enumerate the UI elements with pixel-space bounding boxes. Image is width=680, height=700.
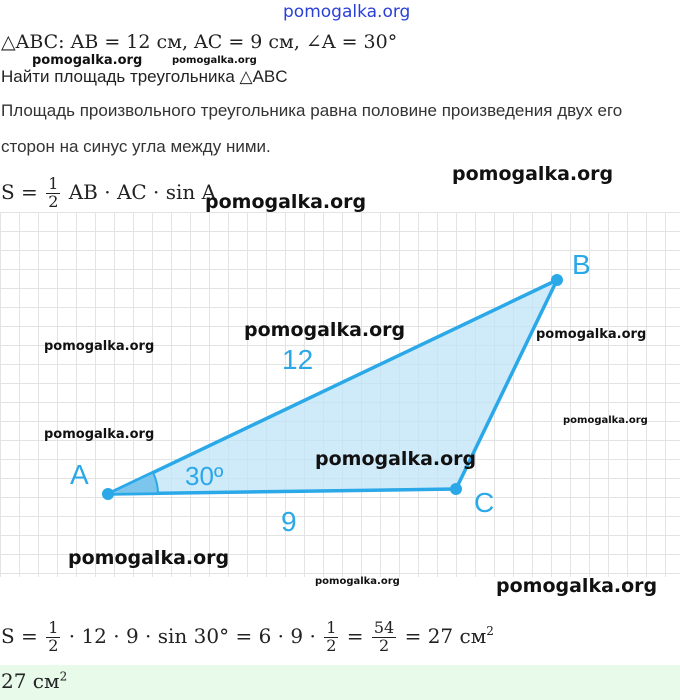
explanation-line-2: сторон на синус угла между ними. bbox=[1, 137, 271, 156]
calc-fraction-2-den: 2 bbox=[326, 635, 337, 655]
watermark: pomogalka.org bbox=[32, 53, 143, 68]
answer-box bbox=[0, 665, 680, 700]
answer-exponent: 2 bbox=[59, 669, 68, 684]
triangle-figure bbox=[0, 212, 680, 577]
vertex-b-label: B bbox=[572, 249, 591, 280]
calc-part-2: = bbox=[346, 623, 364, 648]
formula-lhs: S = bbox=[1, 179, 38, 204]
task-statement: Найти площадь треугольника △ABC bbox=[1, 67, 288, 86]
watermark: pomogalka.org bbox=[452, 163, 614, 185]
calc-exponent: 2 bbox=[486, 624, 494, 639]
side-ac-label: 9 bbox=[281, 506, 297, 537]
watermark: pomogalka.org bbox=[44, 339, 155, 354]
calc-fraction-3-num: 54 bbox=[373, 618, 395, 637]
watermark: pomogalka.org bbox=[44, 427, 155, 442]
watermark: pomogalka.org bbox=[315, 448, 477, 470]
calc-fraction-1-den: 2 bbox=[48, 635, 59, 655]
answer-value: 27 см bbox=[1, 669, 60, 693]
calc-fraction-2-num: 1 bbox=[326, 618, 337, 637]
vertex-a-dot bbox=[102, 488, 114, 500]
calc-part-1: · 12 · 9 · sin 30° = 6 · 9 · bbox=[68, 623, 316, 648]
calc-lhs: S = bbox=[1, 623, 38, 648]
calc-fraction-1-num: 1 bbox=[48, 618, 59, 637]
watermark: pomogalka.org bbox=[172, 55, 257, 66]
fraction-half bbox=[46, 176, 60, 211]
calc-fraction-1 bbox=[46, 620, 60, 655]
watermark: pomogalka.org bbox=[563, 415, 648, 426]
vertex-a-label: A bbox=[70, 459, 89, 490]
site-header-link[interactable]: pomogalka.org bbox=[283, 2, 411, 22]
watermark: pomogalka.org bbox=[244, 319, 406, 341]
angle-a-label: 30º bbox=[185, 461, 224, 491]
formula-rhs: AB · AC · sin A bbox=[68, 179, 217, 204]
watermark: pomogalka.org bbox=[205, 191, 367, 213]
calculation-formula bbox=[1, 620, 494, 655]
watermark: pomogalka.org bbox=[536, 327, 647, 342]
vertex-b-dot bbox=[551, 274, 563, 286]
calc-fraction-3-den: 2 bbox=[378, 635, 390, 655]
calc-fraction-2 bbox=[324, 620, 338, 655]
fraction-denominator: 2 bbox=[48, 191, 59, 211]
area-formula bbox=[1, 176, 216, 211]
given-statement: △ABC: AB = 12 см, AC = 9 см, ∠A = 30° bbox=[1, 31, 398, 53]
vertex-c-label: C bbox=[474, 487, 495, 518]
angle-a-arc bbox=[108, 473, 158, 495]
side-ab-label: 12 bbox=[282, 344, 314, 375]
watermark: pomogalka.org bbox=[68, 547, 230, 569]
fraction-numerator: 1 bbox=[48, 174, 59, 193]
explanation-line-1: Площадь произвольного треугольника равна половине произведения двух его bbox=[1, 101, 623, 120]
calc-part-3: = 27 см bbox=[404, 623, 487, 648]
watermark: pomogalka.org bbox=[315, 576, 400, 587]
calc-fraction-3 bbox=[372, 620, 396, 655]
vertex-c-dot bbox=[450, 483, 462, 495]
answer-text bbox=[1, 669, 67, 693]
watermark: pomogalka.org bbox=[496, 575, 658, 597]
